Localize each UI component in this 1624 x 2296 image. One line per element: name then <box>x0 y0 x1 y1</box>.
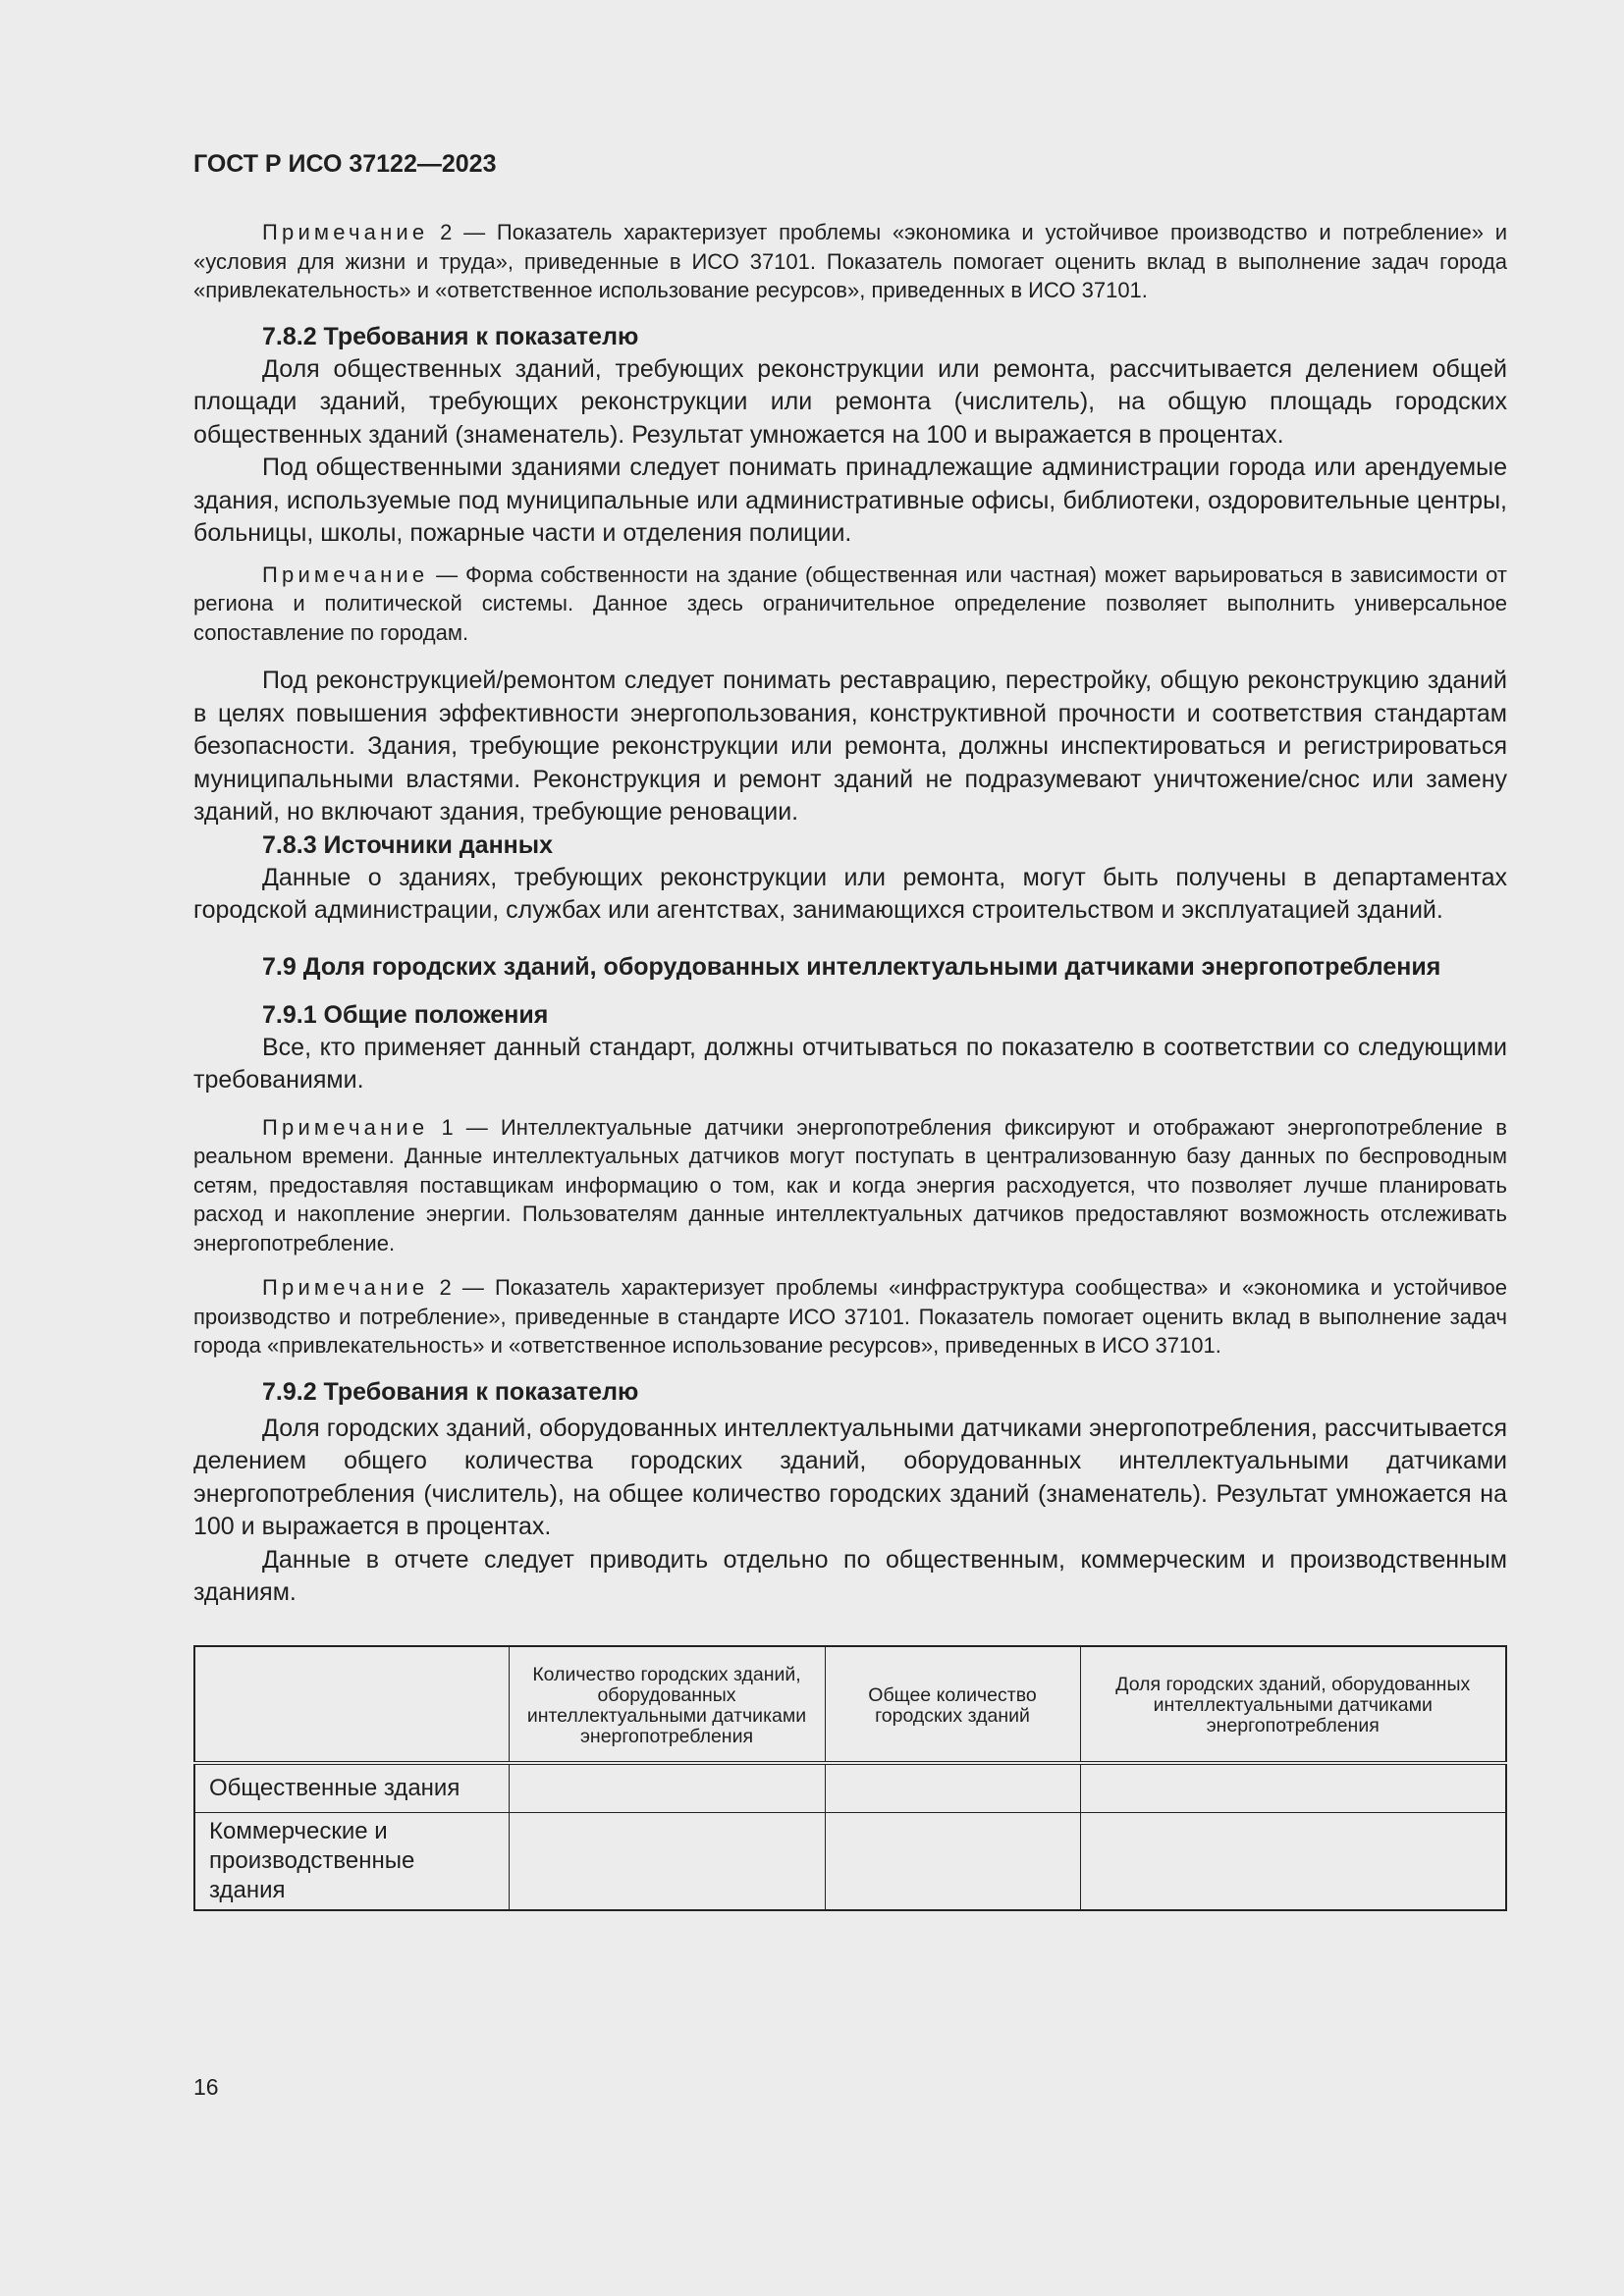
note-2-7-8-1 <box>193 218 1507 305</box>
page-content <box>193 147 1507 1911</box>
note-text: 2 — Показатель характеризует проблемы «экономика и устойчивое производство и потребление» и «условия для жизни и труда», приведенные в ИСО 37101. Показатель помогает оценить вклад в выполнение задач города «привлекательность» и «ответственное использование ресурсов», приведенных в ИСО 37101. <box>193 220 1507 302</box>
note-label: Примечание <box>262 561 429 587</box>
document-header: ГОСТ Р ИСО 37122—2023 <box>193 150 497 178</box>
table-header-cell: Доля городских зданий, оборудованных интеллектуальными датчиками энергопотребления <box>1080 1646 1506 1763</box>
table-header-cell: Количество городских зданий, оборудованных интеллектуальными датчиками энергопотребления <box>509 1646 825 1763</box>
table-cell: Общественные здания <box>194 1763 509 1813</box>
table-header-row <box>194 1646 1506 1763</box>
note-1-7-9-1 <box>193 1113 1507 1258</box>
table-cell: Коммерческие и производственные здания <box>194 1812 509 1910</box>
note-label: Примечание <box>262 1114 429 1140</box>
section-7-9-1-title: 7.9.1 Общие положения <box>262 1000 549 1029</box>
table-cell <box>1080 1812 1506 1910</box>
table-row <box>194 1763 1506 1813</box>
note-text: 2 — Показатель характеризует проблемы «инфраструктура сообщества» и «экономика и устойчивое производство и потребление», приведенные в стандарте ИСО 37101. Показатель помогает оценить вклад в выполнение задач города «привлекательность» и «ответственное использование ресурсов», приведенных в ИСО 37101. <box>193 1275 1507 1358</box>
table-cell <box>1080 1763 1506 1813</box>
note-text: — Форма собственности на здание (общественная или частная) может варьироваться в зависимости от региона и политической системы. Данное здесь ограничительное определение позволяет выполнить универсальное сопоставление по городам. <box>193 561 1507 645</box>
table-cell <box>509 1812 825 1910</box>
note-7-8-2 <box>193 561 1507 648</box>
section-7-8-2-title: 7.8.2 Требования к показателю <box>262 322 639 350</box>
paragraph: Доля общественных зданий, требующих реконструкции или ремонта, рассчитывается делением общей площади зданий, требующих реконструкции или ремонта (числитель), на общую площадь городских общественных зданий (знаменатель). Результат умножается на 100 и выражается в процентах. <box>193 354 1507 449</box>
paragraph: Все, кто применяет данный стандарт, должны отчитываться по показателю в соответствии со следующими требованиями. <box>193 1033 1507 1094</box>
table-cell <box>825 1763 1080 1813</box>
paragraph: Данные в отчете следует приводить отдельно по общественным, коммерческим и производственным зданиям. <box>193 1545 1507 1606</box>
table-cell <box>509 1763 825 1813</box>
table-row <box>194 1812 1506 1910</box>
paragraph: Под общественными зданиями следует понимать принадлежащие администрации города или арендуемые здания, используемые под муниципальные или административные офисы, библиотеки, оздоровительные центры, больницы, школы, пожарные части и отделения полиции. <box>193 454 1507 547</box>
table-header-cell: Общее количество городских зданий <box>825 1646 1080 1763</box>
table-cell <box>825 1812 1080 1910</box>
note-label: Примечание <box>262 1275 429 1300</box>
paragraph: Доля городских зданий, оборудованных интеллектуальными датчиками энергопотребления, рассчитывается делением общего количества городских зданий, оборудованных интеллектуальными датчиками энергопотребления (числитель), на общее количество городских зданий (знаменатель). Результат умножается на 100 и выражается в процентах. <box>193 1414 1507 1540</box>
buildings-table <box>193 1645 1507 1911</box>
table-header-cell <box>194 1646 509 1763</box>
section-7-9-title: 7.9 Доля городских зданий, оборудованных интеллектуальными датчиками энергопотребления <box>262 952 1441 981</box>
note-text: 1 — Интеллектуальные датчики энергопотребления фиксируют и отображают энергопотребление в реальном времени. Данные интеллектуальных датчиков могут поступать в централизованную базу данных по беспроводным сетям, предоставляя поставщикам информацию о том, как и когда энергия расходуется, что позволяет лучше планировать расход и накопление энергии. Пользователям данные интеллектуальных датчиков предоставляют возможность отслеживать энергопотребление. <box>193 1114 1507 1255</box>
section-7-9-2-title: 7.9.2 Требования к показателю <box>262 1377 639 1406</box>
page-number: 16 <box>193 2074 219 2100</box>
section-7-8-3-title: 7.8.3 Источники данных <box>262 830 554 859</box>
paragraph: Под реконструкцией/ремонтом следует понимать реставрацию, перестройку, общую реконструкцию зданий в целях повышения эффективности энергопользования, конструктивной прочности и соответствия стандартам безопасности. Здания, требующие реконструкции или ремонта, должны инспектироваться и регистрироваться муниципальными властями. Реконструкция и ремонт зданий не подразумевают уничтожение/снос или замену зданий, но включают здания, требующие реновации. <box>193 667 1507 826</box>
note-2-7-9-1 <box>193 1273 1507 1361</box>
note-label: Примечание <box>262 220 429 244</box>
paragraph: Данные о зданиях, требующих реконструкции или ремонта, могут быть получены в департаментах городской администрации, службах или агентствах, занимающихся строительством и эксплуатацией зданий. <box>193 863 1507 924</box>
